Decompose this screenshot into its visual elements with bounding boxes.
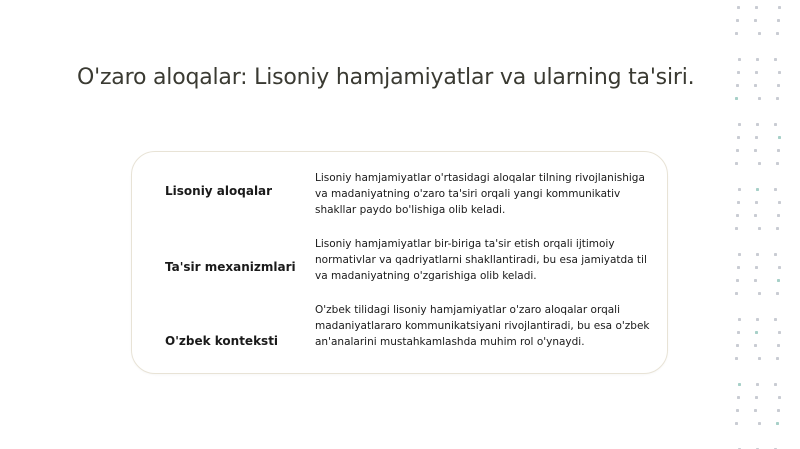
decorative-dot — [735, 227, 738, 230]
decorative-dot — [776, 292, 779, 295]
decorative-dot — [754, 214, 757, 217]
decorative-dot — [776, 422, 779, 425]
decorative-dot — [777, 279, 780, 282]
slide-title: O'zaro aloqalar: Lisoniy hamjamiyatlar va ularning ta'siri. — [77, 65, 695, 90]
decorative-dot — [756, 253, 759, 256]
decorative-dot — [736, 344, 739, 347]
decorative-dot — [736, 149, 739, 152]
decorative-dot — [737, 266, 740, 269]
decorative-dot — [756, 383, 759, 386]
decorative-dot — [736, 214, 739, 217]
row-description-3: O'zbek tilidagi lisoniy hamjamiyatlar o'zaro aloqalar orqali madaniyatlararo kommunikatsiyani rivojlantiradi, bu esa o'zbek an'analarini mustahkamlashda muhim rol o'ynaydi. — [315, 304, 650, 348]
decorative-dot — [777, 84, 780, 87]
decorative-dot — [735, 292, 738, 295]
decorative-dot — [735, 32, 738, 35]
decorative-dot — [758, 162, 761, 165]
decorative-dot — [777, 409, 780, 412]
decorative-dot — [735, 422, 738, 425]
decorative-dot — [755, 266, 758, 269]
decorative-dot — [758, 357, 761, 360]
decorative-dot — [735, 97, 738, 100]
decorative-dot — [737, 396, 740, 399]
decorative-dot — [736, 84, 739, 87]
decorative-dot — [737, 201, 740, 204]
decorative-dot — [738, 318, 741, 321]
decorative-dot — [776, 97, 779, 100]
decorative-dot — [754, 84, 757, 87]
decorative-dot — [756, 318, 759, 321]
decorative-dot — [756, 123, 759, 126]
decorative-dot — [774, 253, 777, 256]
decorative-dot — [754, 149, 757, 152]
decorative-dot — [758, 32, 761, 35]
row-term-3: O'zbek konteksti — [165, 334, 279, 348]
decorative-dot — [778, 396, 781, 399]
decorative-dot — [777, 214, 780, 217]
decorative-dot — [736, 409, 739, 412]
decorative-dot — [776, 357, 779, 360]
decorative-dot — [778, 266, 781, 269]
decorative-dot — [754, 19, 757, 22]
decorative-dot — [755, 71, 758, 74]
decorative-dot — [738, 188, 741, 191]
decorative-dot — [738, 253, 741, 256]
decorative-dot — [738, 58, 741, 61]
decorative-dot — [756, 188, 759, 191]
decorative-dot — [774, 383, 777, 386]
decorative-dot — [776, 32, 779, 35]
row-description-2: Lisoniy hamjamiyatlar bir-biriga ta'sir etish orqali ijtimoiy normativlar va qadriyatlarni shakllantiradi, bu esa jamiyatda til va madaniyatning o'zgarishiga olib keladi. — [315, 238, 647, 282]
decorative-dot — [738, 383, 741, 386]
decorative-dot — [776, 162, 779, 165]
decorative-dot — [777, 149, 780, 152]
decorative-dot — [774, 188, 777, 191]
decorative-dot — [755, 136, 758, 139]
decorative-dot — [758, 97, 761, 100]
decorative-dot — [758, 227, 761, 230]
decorative-dot — [778, 201, 781, 204]
decorative-dot — [774, 123, 777, 126]
decorative-dot — [758, 422, 761, 425]
decorative-dot — [737, 136, 740, 139]
decorative-dot — [754, 344, 757, 347]
decorative-dot — [755, 201, 758, 204]
decorative-dot — [756, 58, 759, 61]
row-term-1: Lisoniy aloqalar — [165, 184, 273, 198]
decorative-dot — [754, 279, 757, 282]
decorative-dot — [736, 279, 739, 282]
decorative-dot — [737, 71, 740, 74]
decorative-dot — [776, 227, 779, 230]
row-description-1: Lisoniy hamjamiyatlar o'rtasidagi aloqalar tilning rivojlanishiga va madaniyatning o'zaro ta'siri orqali yangi kommunikativ shakllar paydo bo'lishiga olib keladi. — [315, 172, 645, 216]
decorative-dot — [738, 123, 741, 126]
decorative-dot — [758, 292, 761, 295]
decorative-dot — [778, 6, 781, 9]
decorative-dot — [774, 58, 777, 61]
row-term-2: Ta'sir mexanizmlari — [165, 260, 296, 274]
decorative-dot — [736, 19, 739, 22]
decorative-dot — [755, 331, 758, 334]
decorative-dot — [778, 331, 781, 334]
decorative-dot — [754, 409, 757, 412]
decorative-dot — [755, 396, 758, 399]
decorative-dot — [778, 136, 781, 139]
decorative-dot — [735, 162, 738, 165]
decorative-dot — [737, 331, 740, 334]
decorative-dot — [755, 6, 758, 9]
decorative-dot — [778, 71, 781, 74]
decorative-dot — [737, 6, 740, 9]
decorative-dot-pattern — [728, 0, 788, 449]
decorative-dot — [777, 19, 780, 22]
decorative-dot — [777, 344, 780, 347]
decorative-dot — [735, 357, 738, 360]
decorative-dot — [774, 318, 777, 321]
